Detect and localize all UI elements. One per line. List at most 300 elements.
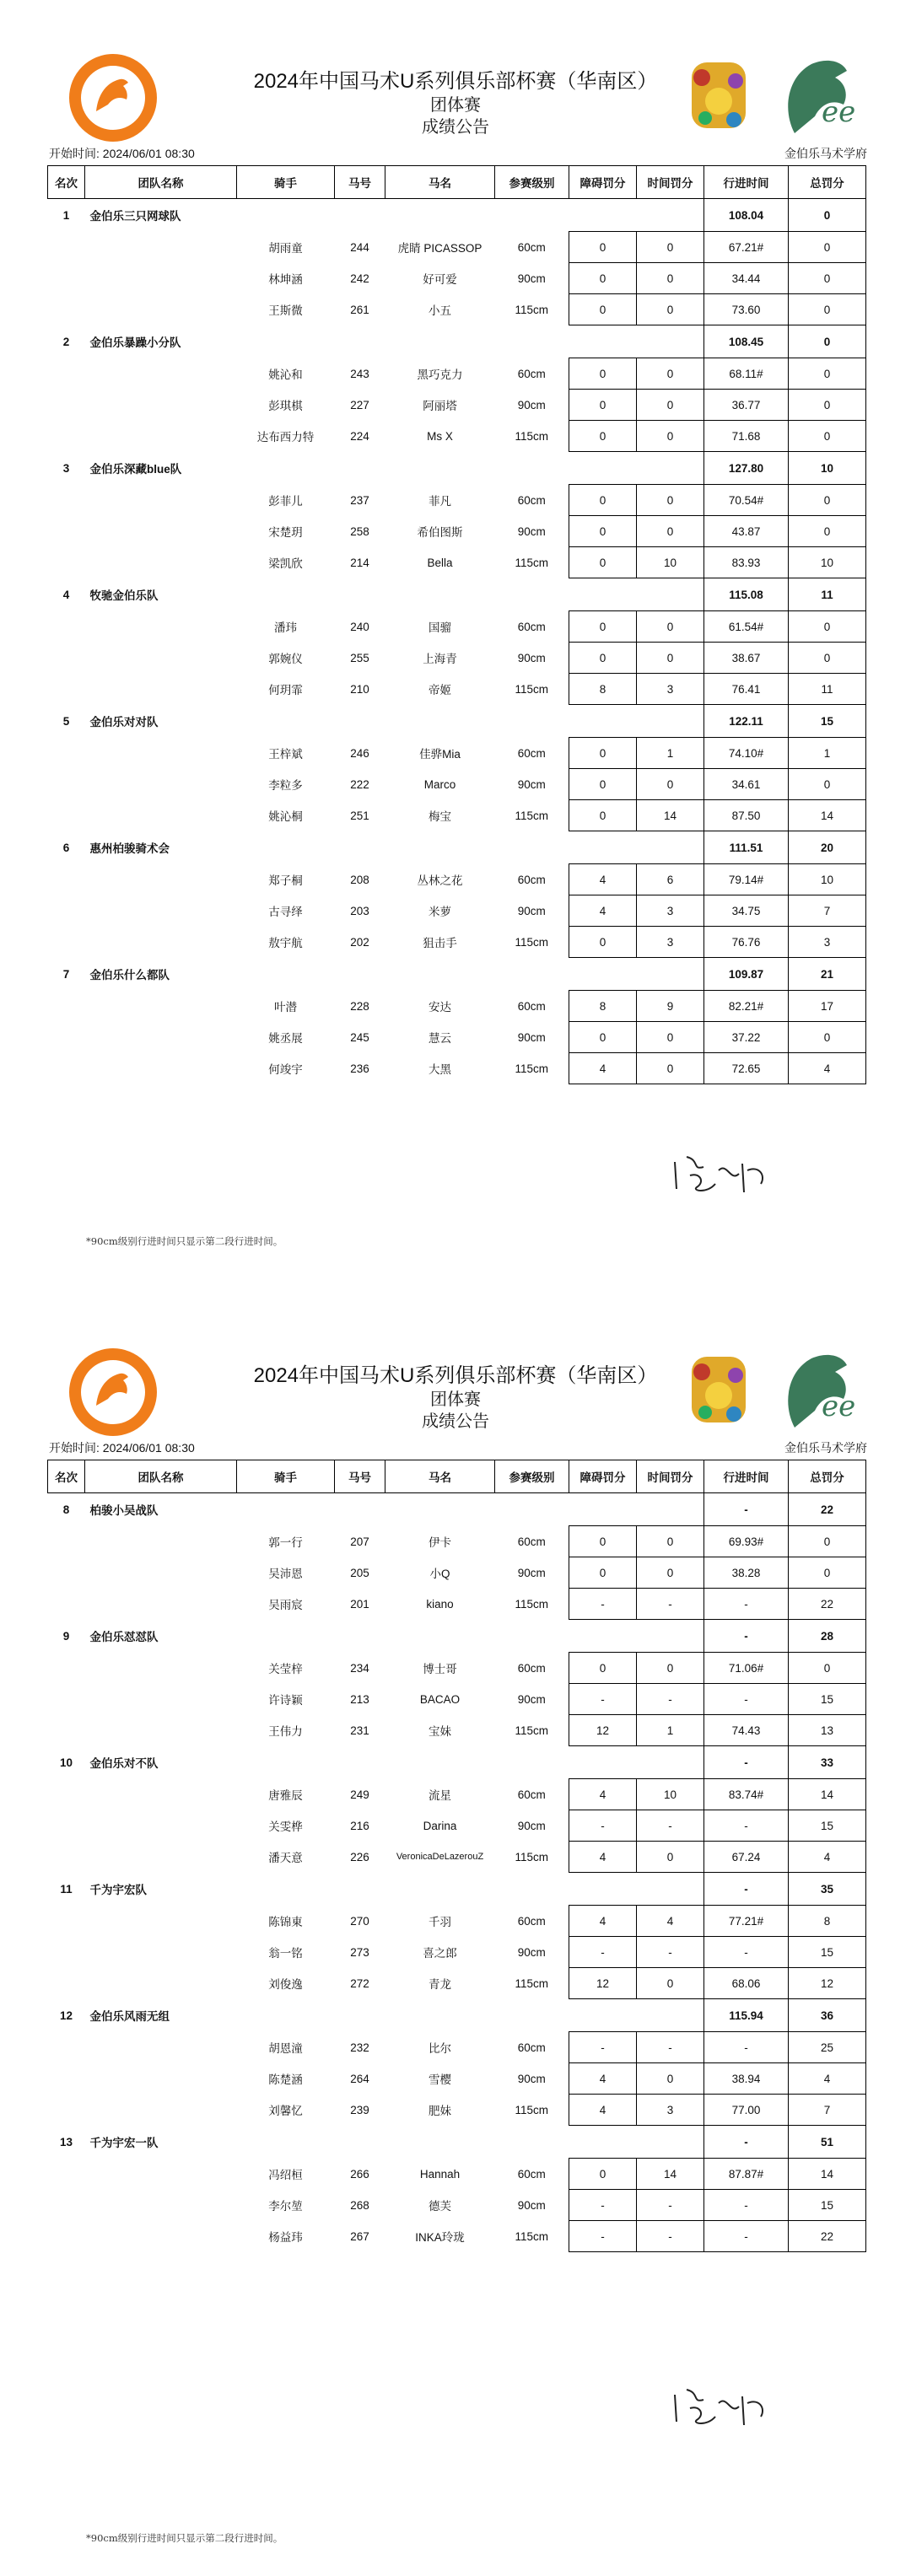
round-time: 87.87#	[704, 2159, 789, 2190]
rider-total-penalty: 13	[789, 1715, 866, 1746]
obstacle-penalty: -	[569, 1810, 637, 1842]
obstacle-penalty: 0	[569, 2159, 637, 2190]
team-name: 金伯乐深藏blue队	[89, 463, 182, 476]
rider-total-penalty: 1	[789, 738, 866, 769]
empty-cell	[385, 2126, 495, 2159]
col-obstacle-penalty: 障碍罚分	[569, 166, 637, 199]
rider-name: 李尔堃	[268, 2200, 303, 2213]
horse-name: 大黑	[429, 1063, 451, 1076]
rider-total-penalty: 0	[789, 1557, 866, 1589]
round-time: 77.00	[704, 2095, 789, 2126]
horse-number: 203	[350, 904, 369, 917]
empty-cell	[48, 1526, 85, 1557]
team-name: 金伯乐暴躁小分队	[89, 336, 181, 349]
horse-number: 201	[350, 1597, 369, 1611]
obstacle-penalty: 0	[569, 390, 637, 421]
rider-name: 达布西力特	[256, 431, 315, 444]
results-page-1	[0, 0, 911, 1282]
empty-cell	[637, 578, 704, 611]
organizer: 金伯乐马术学府	[784, 147, 867, 160]
empty-cell	[48, 769, 85, 800]
obstacle-penalty: 0	[569, 611, 637, 643]
time-penalty: 0	[637, 294, 704, 325]
rider-total-penalty: 0	[789, 643, 866, 674]
empty-cell	[335, 452, 385, 485]
rider-row	[48, 927, 866, 958]
empty-cell	[237, 452, 335, 485]
empty-cell	[637, 831, 704, 864]
rider-row	[48, 769, 866, 800]
time-penalty: 0	[637, 1653, 704, 1684]
empty-cell	[385, 705, 495, 738]
rider-row	[48, 1022, 866, 1053]
rider-name: 李粒多	[268, 779, 303, 792]
level: 60cm	[517, 1788, 546, 1801]
empty-cell	[48, 1022, 85, 1053]
team-rank: 11	[60, 1882, 73, 1896]
empty-cell	[385, 578, 495, 611]
horse-name: 好可爱	[423, 273, 457, 286]
horse-number: 243	[350, 367, 369, 380]
rider-total-penalty: 22	[789, 2221, 866, 2252]
rider-row	[48, 1779, 866, 1810]
col-time-penalty: 时间罚分	[637, 166, 704, 199]
empty-cell	[85, 1810, 237, 1842]
page-subtitle: 团体赛	[430, 1390, 481, 1409]
results-table	[47, 165, 866, 1084]
empty-cell	[569, 578, 637, 611]
rider-name: 刘俊逸	[268, 1978, 303, 1991]
obstacle-penalty: 0	[569, 1653, 637, 1684]
team-time: -	[704, 1493, 789, 1526]
horse-number: 236	[350, 1062, 369, 1075]
empty-cell	[48, 927, 85, 958]
col-rider: 骑手	[237, 166, 335, 199]
horse-number: 255	[350, 651, 369, 664]
svg-text:ee: ee	[822, 1390, 856, 1423]
round-time: 83.74#	[704, 1779, 789, 1810]
horse-number: 272	[350, 1976, 369, 1990]
round-time: 74.10#	[704, 738, 789, 769]
rider-total-penalty: 14	[789, 800, 866, 831]
empty-cell	[85, 547, 237, 578]
obstacle-penalty: 0	[569, 800, 637, 831]
obstacle-penalty: 0	[569, 263, 637, 294]
start-time: 开始时间: 2024/06/01 08:30	[49, 147, 195, 160]
obstacle-penalty: 0	[569, 1022, 637, 1053]
rider-row	[48, 864, 866, 895]
rider-name: 何竣宇	[268, 1063, 303, 1076]
empty-cell	[85, 2063, 237, 2095]
empty-cell	[85, 1715, 237, 1746]
empty-cell	[85, 1053, 237, 1084]
col-horse: 马名	[385, 166, 495, 199]
empty-cell	[385, 199, 495, 232]
empty-cell	[569, 705, 637, 738]
start-time: 开始时间: 2024/06/01 08:30	[49, 1441, 195, 1455]
horse-number: 245	[350, 1030, 369, 1044]
obstacle-penalty: 4	[569, 1906, 637, 1937]
level: 115cm	[515, 809, 549, 822]
round-time: 76.76	[704, 927, 789, 958]
col-rank: 名次	[48, 1460, 85, 1493]
horse-number: 240	[350, 620, 369, 633]
obstacle-penalty: 0	[569, 421, 637, 452]
obstacle-penalty: 4	[569, 864, 637, 895]
round-time: 38.94	[704, 2063, 789, 2095]
team-time: 122.11	[704, 705, 789, 738]
empty-cell	[48, 1053, 85, 1084]
empty-cell	[85, 2032, 237, 2063]
rider-total-penalty: 0	[789, 358, 866, 390]
organizer: 金伯乐马术学府	[784, 1441, 867, 1455]
rider-name: 陈锦東	[268, 1916, 303, 1928]
round-time: 76.41	[704, 674, 789, 705]
team-time: 127.80	[704, 452, 789, 485]
empty-cell	[385, 1999, 495, 2032]
obstacle-penalty: -	[569, 1589, 637, 1620]
empty-cell	[85, 2190, 237, 2221]
empty-cell	[495, 705, 569, 738]
level: 60cm	[517, 873, 546, 886]
empty-cell	[48, 1906, 85, 1937]
empty-cell	[48, 2190, 85, 2221]
level: 90cm	[517, 651, 546, 664]
team-rank: 5	[62, 714, 70, 728]
rider-row	[48, 1684, 866, 1715]
round-time: 87.50	[704, 800, 789, 831]
empty-cell	[85, 1937, 237, 1968]
empty-cell	[569, 831, 637, 864]
team-rank: 2	[62, 335, 70, 348]
rider-total-penalty: 10	[789, 547, 866, 578]
empty-cell	[637, 1999, 704, 2032]
rider-name: 刘馨忆	[268, 2105, 303, 2117]
horse-number: 268	[350, 2198, 369, 2212]
rider-total-penalty: 4	[789, 1842, 866, 1873]
round-time: -	[704, 2032, 789, 2063]
horse-name: 肥妹	[429, 2105, 451, 2117]
horse-name: Hannah	[419, 2167, 461, 2181]
team-time: 111.51	[704, 831, 789, 864]
rider-row	[48, 643, 866, 674]
empty-cell	[85, 1557, 237, 1589]
obstacle-penalty: -	[569, 1937, 637, 1968]
horse-name: 阿丽塔	[423, 400, 457, 412]
rider-name: 姚丞展	[268, 1032, 303, 1045]
level: 90cm	[517, 1945, 546, 1959]
time-penalty: 6	[637, 864, 704, 895]
obstacle-penalty: 4	[569, 2095, 637, 2126]
time-penalty: -	[637, 1810, 704, 1842]
round-time: 82.21#	[704, 991, 789, 1022]
empty-cell	[569, 325, 637, 358]
empty-cell	[85, 1779, 237, 1810]
time-penalty: -	[637, 1937, 704, 1968]
horse-number: 246	[350, 746, 369, 760]
rider-name: 何玥霏	[268, 684, 303, 696]
team-time: 108.04	[704, 199, 789, 232]
empty-cell	[495, 1999, 569, 2032]
level: 90cm	[517, 904, 546, 917]
round-time: 68.06	[704, 1968, 789, 1999]
rider-total-penalty: 15	[789, 1810, 866, 1842]
empty-cell	[569, 2126, 637, 2159]
empty-cell	[637, 199, 704, 232]
time-penalty: 0	[637, 643, 704, 674]
rider-row	[48, 1842, 866, 1873]
rider-name: 潘天意	[268, 1852, 303, 1864]
round-time: 43.87	[704, 516, 789, 547]
empty-cell	[237, 1873, 335, 1906]
rider-row	[48, 1557, 866, 1589]
round-time: 67.24	[704, 1842, 789, 1873]
rider-row	[48, 516, 866, 547]
horse-number: 261	[350, 303, 369, 316]
horse-name: 希伯图斯	[417, 526, 463, 539]
level: 90cm	[517, 1819, 546, 1832]
horse-name: 菲凡	[429, 495, 451, 508]
horse-name: Darina	[423, 1819, 457, 1832]
horse-name: 雪樱	[429, 2073, 451, 2086]
empty-cell	[48, 643, 85, 674]
obstacle-penalty: 0	[569, 485, 637, 516]
rider-name: 胡恩潼	[268, 2042, 303, 2055]
empty-cell	[85, 516, 237, 547]
page-title: 2024年中国马术U系列俱乐部杯赛（华南区）	[253, 70, 658, 93]
horse-number: 228	[350, 999, 369, 1013]
horse-name: kiano	[426, 1597, 454, 1611]
time-penalty: 0	[637, 769, 704, 800]
time-penalty: 3	[637, 927, 704, 958]
team-name: 千为宇宏一队	[89, 2137, 159, 2149]
horse-number: 214	[350, 556, 369, 569]
empty-cell	[385, 831, 495, 864]
horse-name: Ms X	[427, 429, 453, 443]
empty-cell	[48, 516, 85, 547]
empty-cell	[48, 2221, 85, 2252]
empty-cell	[569, 452, 637, 485]
horse-name: INKA玲珑	[415, 2231, 465, 2244]
empty-cell	[48, 895, 85, 927]
time-penalty: 0	[637, 421, 704, 452]
empty-cell	[335, 1873, 385, 1906]
obstacle-penalty: 0	[569, 1557, 637, 1589]
time-penalty: 0	[637, 516, 704, 547]
time-penalty: 0	[637, 1526, 704, 1557]
team-name: 金伯乐对对队	[89, 716, 159, 729]
empty-cell	[48, 421, 85, 452]
team-rank: 3	[62, 461, 70, 475]
table-header-row	[48, 1460, 866, 1493]
obstacle-penalty: -	[569, 2032, 637, 2063]
level: 60cm	[517, 2167, 546, 2181]
empty-cell	[48, 485, 85, 516]
rider-name: 冯绍桓	[268, 2169, 303, 2181]
horse-number: 242	[350, 272, 369, 285]
obstacle-penalty: 0	[569, 547, 637, 578]
team-rank: 10	[59, 1756, 73, 1769]
rider-total-penalty: 7	[789, 895, 866, 927]
empty-cell	[385, 958, 495, 991]
round-time: 36.77	[704, 390, 789, 421]
rider-name: 胡雨童	[268, 242, 303, 255]
team-time: -	[704, 1873, 789, 1906]
empty-cell	[48, 390, 85, 421]
empty-cell	[637, 705, 704, 738]
horse-number: 222	[350, 777, 369, 791]
empty-cell	[569, 1873, 637, 1906]
round-time: -	[704, 1810, 789, 1842]
round-time: -	[704, 1684, 789, 1715]
horse-name: 国骝	[429, 621, 451, 634]
col-total-penalty: 总罚分	[789, 1460, 866, 1493]
empty-cell	[48, 1779, 85, 1810]
rider-name: 郑子桐	[268, 874, 303, 887]
empty-cell	[48, 800, 85, 831]
horse-name: 流星	[429, 1789, 451, 1802]
rider-total-penalty: 0	[789, 1526, 866, 1557]
empty-cell	[335, 1620, 385, 1653]
empty-cell	[48, 263, 85, 294]
team-name: 金伯乐对不队	[89, 1757, 159, 1770]
horse-number: 273	[350, 1945, 369, 1959]
rider-total-penalty: 22	[789, 1589, 866, 1620]
level: 60cm	[517, 999, 546, 1013]
level: 90cm	[517, 1692, 546, 1706]
rider-row	[48, 991, 866, 1022]
col-time: 行进时间	[704, 1460, 789, 1493]
empty-cell	[85, 232, 237, 263]
empty-cell	[48, 2063, 85, 2095]
empty-cell	[335, 1999, 385, 2032]
empty-cell	[385, 452, 495, 485]
empty-cell	[385, 1873, 495, 1906]
horse-number: 208	[350, 873, 369, 886]
horse-name: 帝姬	[429, 684, 451, 696]
level: 115cm	[515, 1850, 549, 1863]
rider-total-penalty: 0	[789, 263, 866, 294]
empty-cell	[85, 927, 237, 958]
rider-name: 关雯桦	[268, 1820, 303, 1833]
level: 60cm	[517, 746, 546, 760]
horse-name: 小Q	[429, 1568, 450, 1580]
round-time: 70.54#	[704, 485, 789, 516]
time-penalty: 10	[637, 1779, 704, 1810]
team-name: 金伯乐什么都队	[89, 969, 170, 981]
horse-number: 264	[350, 2072, 369, 2085]
empty-cell	[495, 199, 569, 232]
team-rank: 7	[62, 967, 70, 981]
round-time: 77.21#	[704, 1906, 789, 1937]
footnote: *90cm级别行进时间只显示第二段行进时间。	[86, 2532, 283, 2544]
round-time: -	[704, 1937, 789, 1968]
empty-cell	[569, 1493, 637, 1526]
rider-name: 唐雅辰	[268, 1789, 303, 1802]
empty-cell	[495, 1620, 569, 1653]
rider-name: 许诗颖	[268, 1694, 303, 1707]
rider-total-penalty: 0	[789, 421, 866, 452]
level: 60cm	[517, 1535, 546, 1548]
rider-row	[48, 2190, 866, 2221]
time-penalty: 4	[637, 1906, 704, 1937]
team-row	[48, 1746, 866, 1779]
team-rank: 1	[62, 208, 70, 222]
obstacle-penalty: 12	[569, 1968, 637, 1999]
rider-name: 彭菲儿	[268, 495, 303, 508]
empty-cell	[637, 1873, 704, 1906]
empty-cell	[48, 547, 85, 578]
team-total-penalty: 35	[789, 1873, 866, 1906]
horse-number: 239	[350, 2103, 369, 2116]
rider-name: 敖宇航	[268, 937, 303, 949]
obstacle-penalty: 8	[569, 674, 637, 705]
horse-name: 喜之郎	[423, 1947, 457, 1960]
empty-cell	[85, 864, 237, 895]
rider-total-penalty: 0	[789, 1653, 866, 1684]
time-penalty: -	[637, 1684, 704, 1715]
team-rank: 13	[59, 2135, 73, 2148]
rider-row	[48, 1589, 866, 1620]
rider-row	[48, 1715, 866, 1746]
obstacle-penalty: 0	[569, 1526, 637, 1557]
empty-cell	[85, 358, 237, 390]
empty-cell	[569, 1999, 637, 2032]
empty-cell	[335, 2126, 385, 2159]
horse-number: 232	[350, 2041, 369, 2054]
horse-name: 梅宝	[429, 810, 451, 823]
time-penalty: -	[637, 2032, 704, 2063]
horse-number: 234	[350, 1661, 369, 1675]
time-penalty: 3	[637, 674, 704, 705]
time-penalty: 3	[637, 2095, 704, 2126]
rider-name: 王梓斌	[268, 748, 303, 761]
time-penalty: 0	[637, 485, 704, 516]
time-penalty: 0	[637, 611, 704, 643]
rider-name: 杨益玮	[268, 2231, 303, 2244]
obstacle-penalty: 0	[569, 294, 637, 325]
team-total-penalty: 22	[789, 1493, 866, 1526]
time-penalty: -	[637, 1589, 704, 1620]
horse-number: 266	[350, 2167, 369, 2181]
empty-cell	[48, 1810, 85, 1842]
rider-row	[48, 1937, 866, 1968]
empty-cell	[495, 452, 569, 485]
obstacle-penalty: 0	[569, 232, 637, 263]
level: 60cm	[517, 367, 546, 380]
empty-cell	[85, 263, 237, 294]
rider-row	[48, 1810, 866, 1842]
horse-name: 小五	[429, 304, 451, 317]
empty-cell	[335, 705, 385, 738]
team-name: 牧驰金伯乐队	[89, 589, 159, 602]
horse-name: 千羽	[429, 1916, 451, 1928]
round-time: 72.65	[704, 1053, 789, 1084]
time-penalty: 0	[637, 263, 704, 294]
rider-name: 彭琪棋	[268, 400, 303, 412]
rider-name: 古寻绎	[268, 906, 303, 918]
horse-name: 伊卡	[429, 1536, 451, 1549]
team-name: 惠州柏骏骑术会	[89, 842, 170, 855]
horse-number: 244	[350, 240, 369, 254]
empty-cell	[85, 1842, 237, 1873]
horse-name: 上海青	[423, 653, 457, 665]
level: 90cm	[517, 398, 546, 411]
horse-number: 205	[350, 1566, 369, 1579]
level: 90cm	[517, 2072, 546, 2085]
page-subtitle-2: 成绩公告	[422, 1412, 489, 1431]
empty-cell	[237, 958, 335, 991]
